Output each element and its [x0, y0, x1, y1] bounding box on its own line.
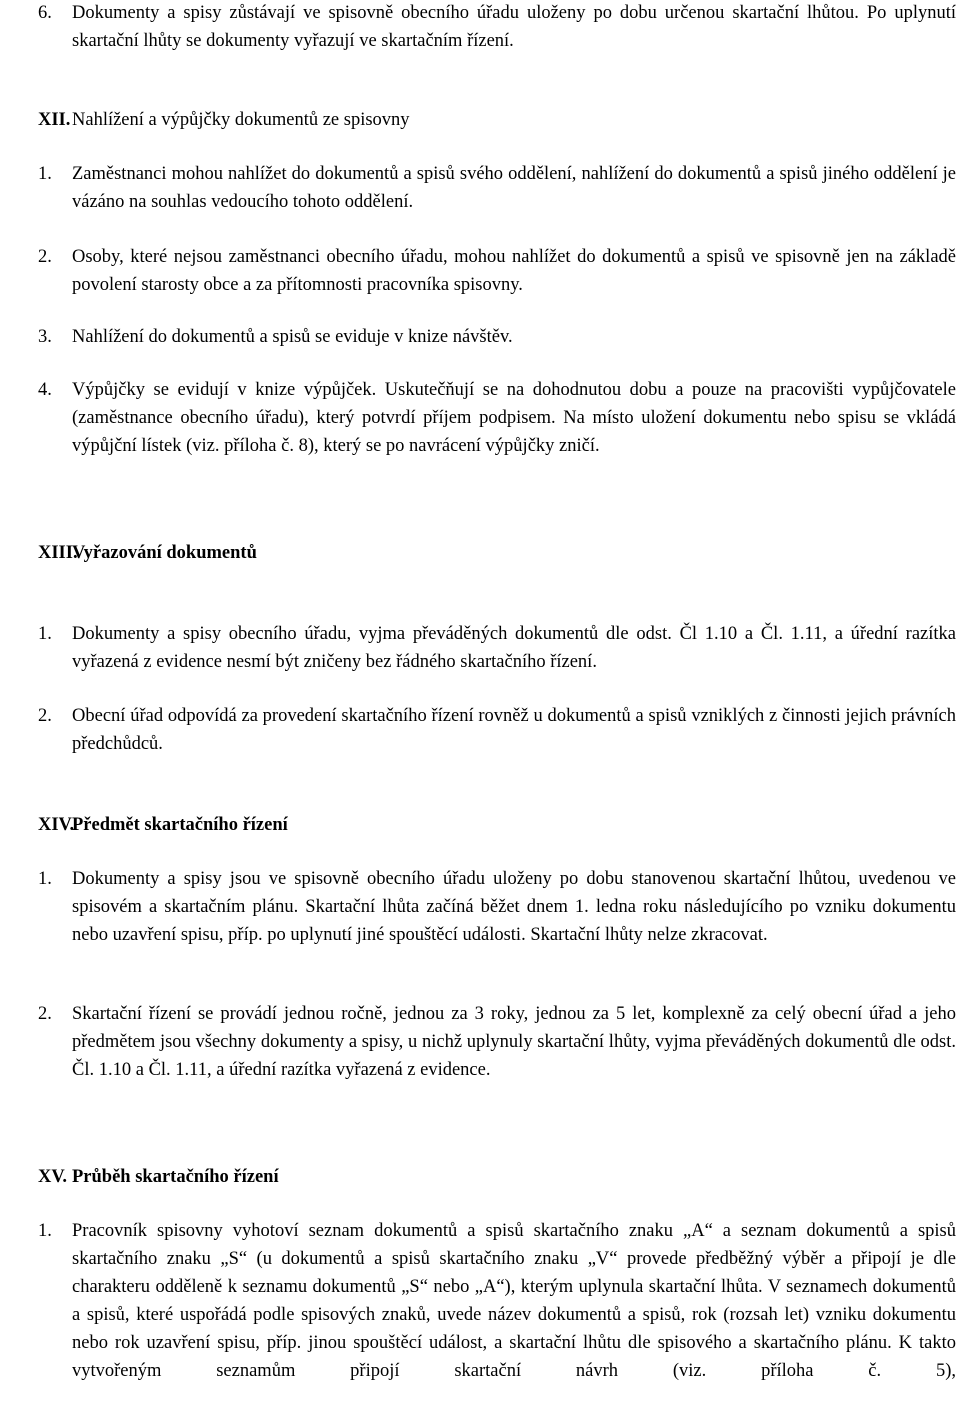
section-title: Vyřazování dokumentů [72, 543, 257, 563]
item-number: 6. [38, 3, 52, 23]
item-number: 1. [38, 164, 52, 184]
section-heading-xii [38, 106, 956, 134]
section-heading-xv [38, 1163, 956, 1191]
item-text: Dokumenty a spisy jsou ve spisovně obecního úřadu uloženy po dobu stanovenou skartační lhůtou, uvedenou ve spisovém a skartačním plánu. Skartační lhůta začíná běžet dnem 1. ledna roku následujícího po vzniku dokumentu nebo uzavření spisu, příp. po uplynutí jiné spouštěcí události. Skartační lhůty nelze zkracovat. [72, 869, 956, 945]
item-text: Osoby, které nejsou zaměstnanci obecního úřadu, mohou nahlížet do dokumentů a spisů ve spisovně jen na základě povolení starosty obce a za přítomnosti pracovníka spisovny. [72, 247, 956, 295]
item-number: 3. [38, 327, 52, 347]
section-number: XIII. [38, 543, 78, 563]
item-text: Nahlížení do dokumentů a spisů se eviduje v knize návštěv. [72, 327, 513, 347]
list-item [38, 243, 956, 299]
item-text: Skartační řízení se provádí jednou ročně, jednou za 3 roky, jednou za 5 let, komplexně za celý obecní úřad a jeho předmětem jsou všechny dokumenty a spisy, u nichž uplynuly skartační lhůty, vyjma převáděných dokumentů dle odst. Čl. 1.10 a Čl. 1.11, a úřední razítka vyřazená z evidence. [72, 1004, 956, 1080]
section-number: XIV. [38, 815, 75, 835]
list-item [38, 620, 956, 676]
item-number: 1. [38, 1221, 52, 1241]
item-number: 2. [38, 247, 52, 267]
section-title: Průběh skartačního řízení [72, 1167, 279, 1187]
section-number: XII. [38, 110, 71, 130]
item-text: Obecní úřad odpovídá za provedení skartačního řízení rovněž u dokumentů a spisů vzniklých z činnosti jejich právních předchůdců. [72, 706, 956, 754]
list-item [38, 160, 956, 216]
list-item [38, 323, 956, 351]
section-title: Nahlížení a výpůjčky dokumentů ze spisovny [72, 110, 410, 130]
list-item [38, 1217, 956, 1385]
section-number: XV. [38, 1167, 67, 1187]
list-item [38, 702, 956, 758]
item-text: Pracovník spisovny vyhotoví seznam dokumentů a spisů skartačního znaku „A“ a seznam dokumentů a spisů skartačního znaku „S“ (u dokumentů a spisů skartačního znaku „V“ provede předběžný výběr a připojí je dle charakteru odděleně k seznamu dokumentů „S“ nebo „A“), kterým uplynula skartační lhůta. V seznamech dokumentů a spisů, které uspořádá podle spisových znaků, uvede název dokumentů a spisů, rok (rozsah let) vzniku dokumentu nebo rok uzavření spisu, příp. jinou spouštěcí událost, a skartační lhůtu dle spisového a skartačního plánu. K takto vytvořeným seznamům připojí skartační návrh (viz. příloha č. 5), [72, 1221, 956, 1381]
item-text: Dokumenty a spisy zůstávají ve spisovně obecního úřadu uloženy po dobu určenou skartační lhůtou. Po uplynutí skartační lhůty se dokumenty vyřazují ve skartačním řízení. [72, 3, 956, 51]
item-text: Výpůjčky se evidují v knize výpůjček. Uskutečňují se na dohodnutou dobu a pouze na pracovišti vypůjčovatele (zaměstnance obecního úřadu), který potvrdí příjem podpisem. Na místo uložení dokumentu nebo spisu se vkládá výpůjční lístek (viz. příloha č. 8), který se po navrácení výpůjčky zničí. [72, 380, 956, 456]
list-item [38, 865, 956, 949]
item-number: 1. [38, 869, 52, 889]
item-number: 2. [38, 706, 52, 726]
item-number: 4. [38, 380, 52, 400]
list-item [38, 0, 956, 55]
item-number: 2. [38, 1004, 52, 1024]
list-item [38, 376, 956, 460]
section-heading-xiii [38, 539, 956, 567]
item-text: Dokumenty a spisy obecního úřadu, vyjma převáděných dokumentů dle odst. Čl 1.10 a Čl. 1.11, a úřední razítka vyřazená z evidence nesmí být zničeny bez řádného skartačního řízení. [72, 624, 956, 672]
section-title: Předmět skartačního řízení [72, 815, 288, 835]
item-text: Zaměstnanci mohou nahlížet do dokumentů a spisů svého oddělení, nahlížení do dokumentů a spisů jiného oddělení je vázáno na souhlas vedoucího tohoto oddělení. [72, 164, 956, 212]
section-heading-xiv [38, 811, 956, 839]
list-item [38, 1000, 956, 1084]
item-number: 1. [38, 624, 52, 644]
